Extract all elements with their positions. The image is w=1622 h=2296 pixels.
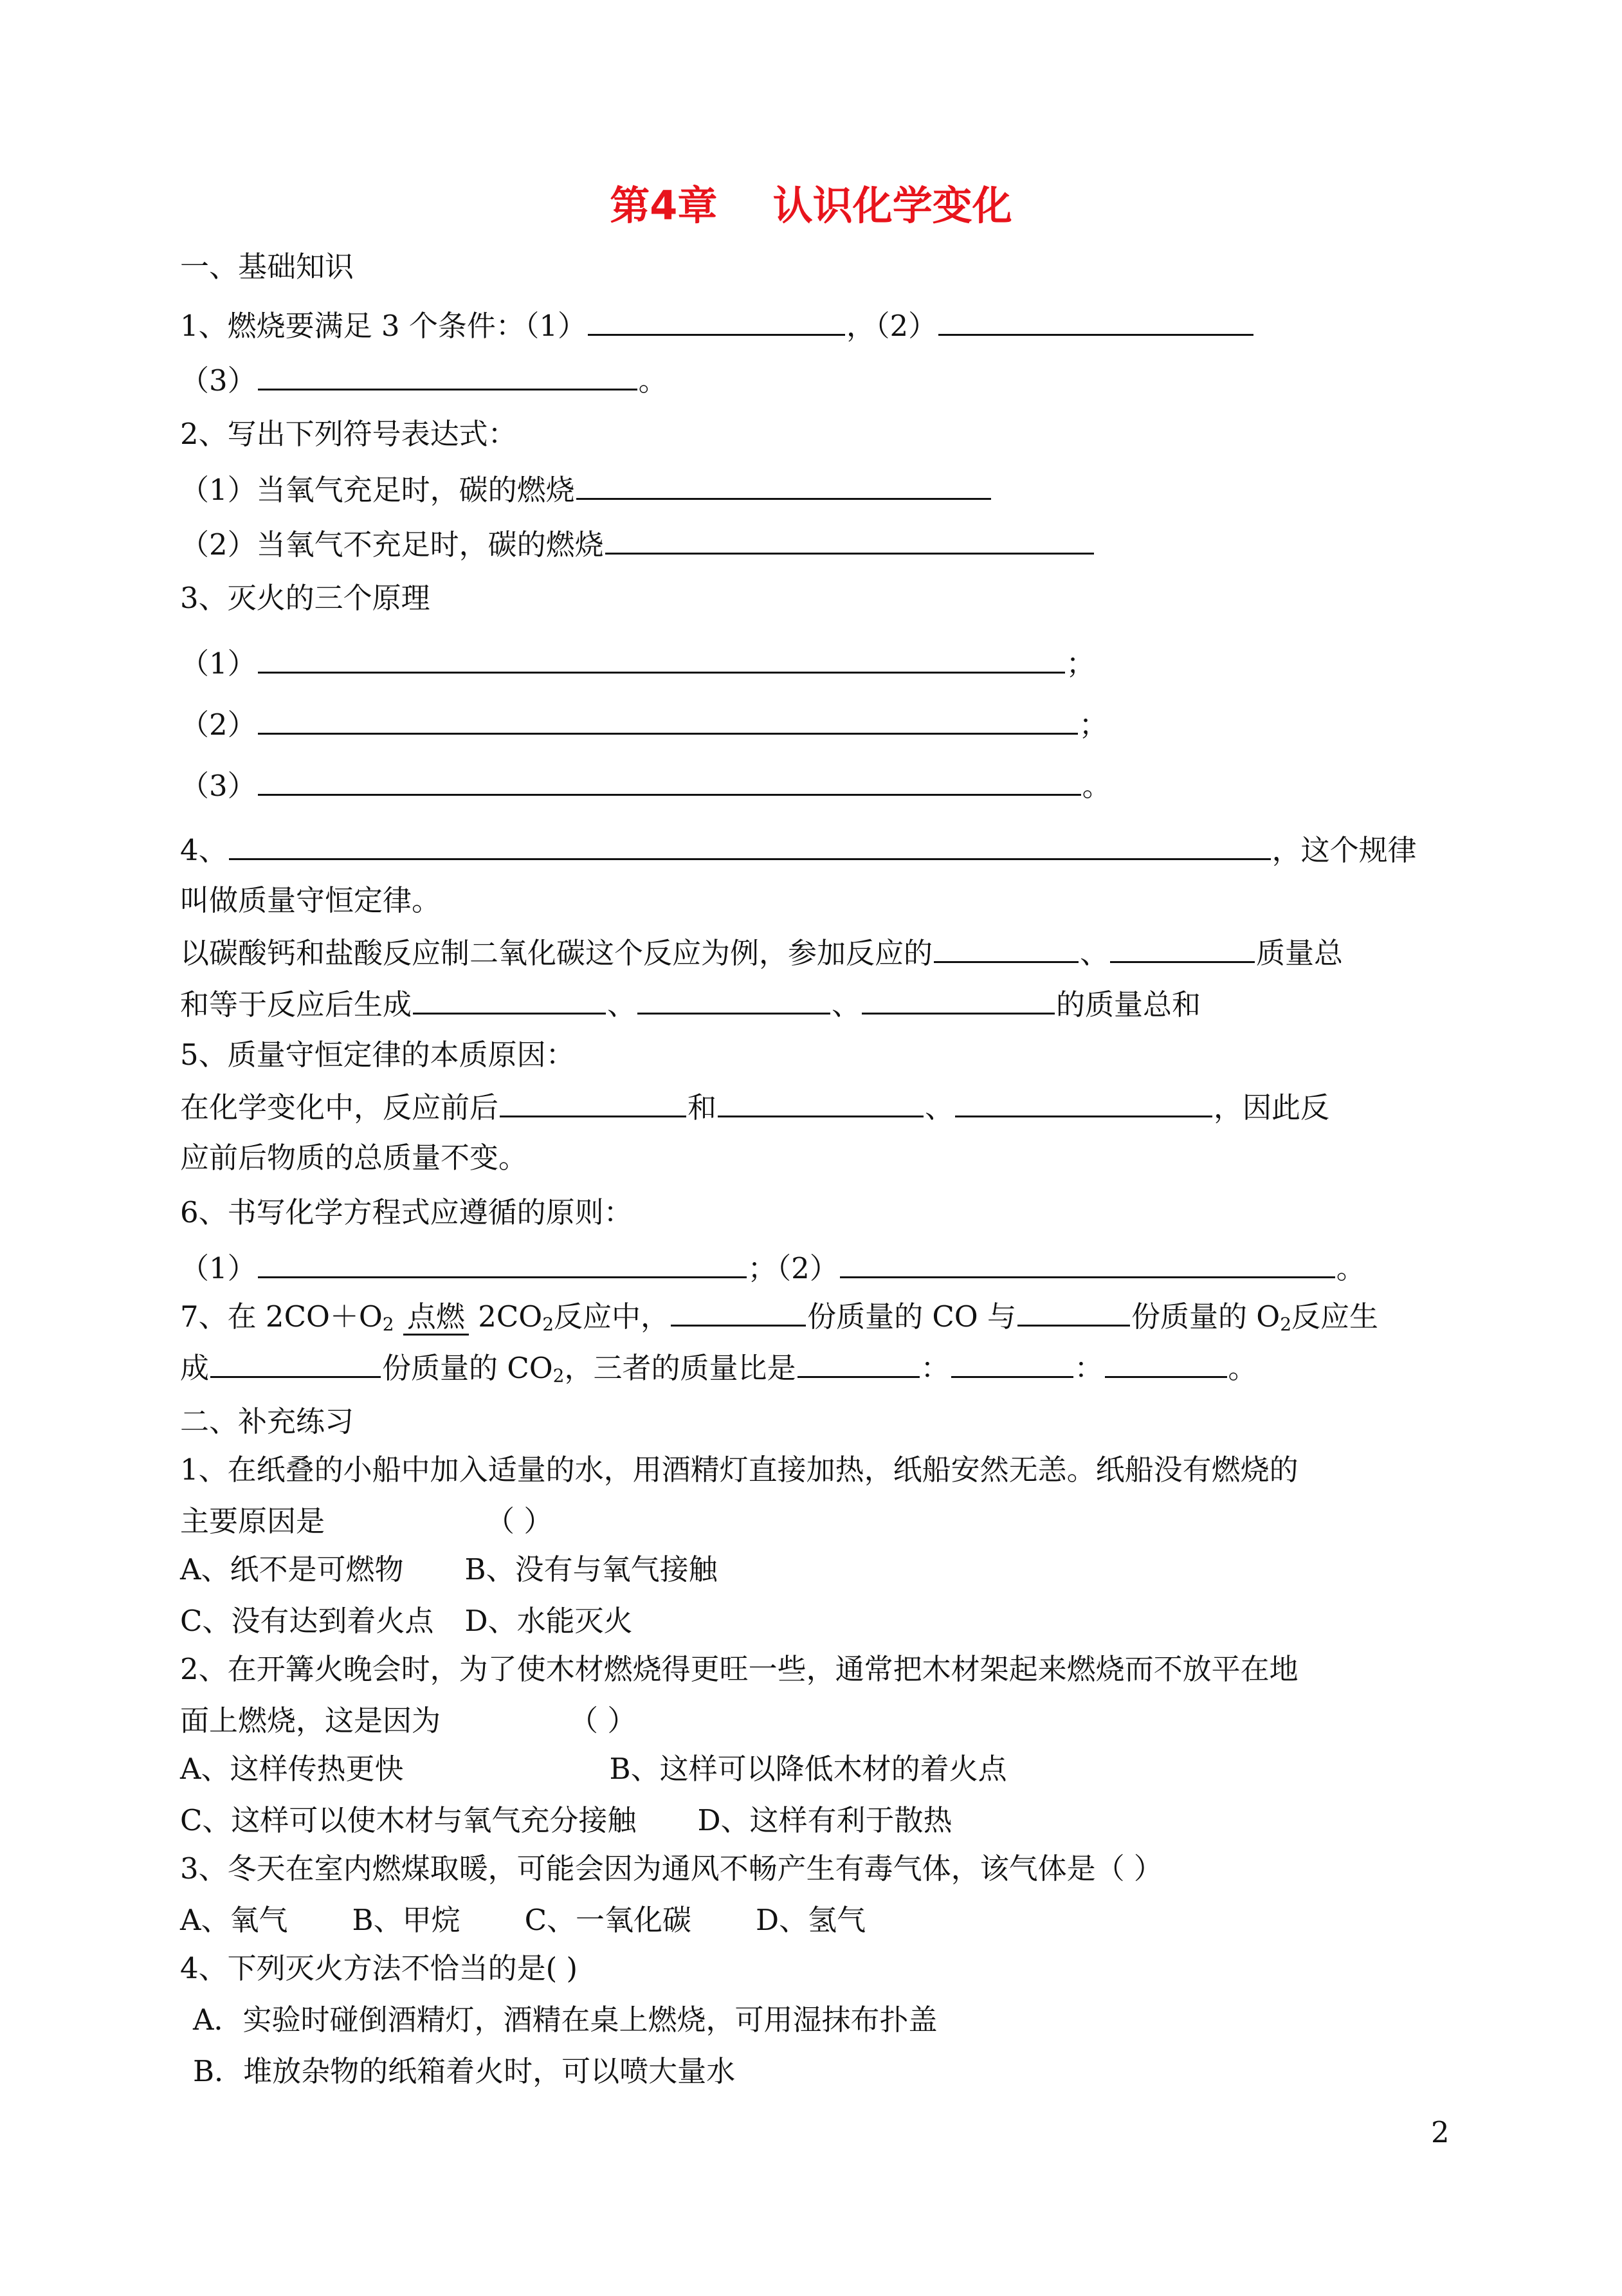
reaction-condition: 点燃	[403, 1300, 469, 1336]
question-4-line-2: 叫做质量守恒定律。	[180, 883, 441, 917]
answer-blank[interactable]	[258, 360, 637, 390]
answer-blank[interactable]	[588, 306, 845, 336]
page-title: 第4章 认识化学变化	[610, 182, 1012, 229]
page-number: 2	[1431, 2115, 1450, 2149]
practice-2-line-2: 面上燃烧，这是因为 （ ）	[180, 1704, 637, 1738]
practice-1-line-1: 1、在纸叠的小船中加入适量的水，用酒精灯直接加热，纸船安然无恙。纸船没有燃烧的	[180, 1453, 1299, 1487]
question-4-line-3: 以碳酸钙和盐酸反应制二氧化碳这个反应为例，参加反应的 、 质量总	[180, 933, 1343, 971]
question-6-line-1: （1） ；（2） 。	[180, 1248, 1365, 1287]
practice-4-option-a[interactable]: A．实验时碰倒酒精灯，酒精在桌上燃烧，可用湿抹布扑盖	[193, 2003, 938, 2037]
practice-1-options-ab	[180, 1550, 718, 1589]
option-b[interactable]: B、甲烷	[352, 1903, 460, 1937]
answer-blank[interactable]	[413, 984, 606, 1015]
question-2-line-2: （2）当氧气不充足时，碳的燃烧	[180, 524, 1095, 563]
option-b[interactable]: B、这样可以降低木材的着火点	[609, 1752, 1007, 1786]
question-2-heading: 2、写出下列符号表达式：	[180, 417, 517, 451]
practice-1-options-cd	[180, 1602, 633, 1640]
option-d[interactable]: D、这样有利于散热	[697, 1803, 952, 1837]
answer-blank[interactable]	[576, 470, 991, 500]
option-d[interactable]: D、水能灭火	[464, 1604, 633, 1638]
practice-2-options-cd	[180, 1801, 952, 1840]
option-a[interactable]: A、这样传热更快	[180, 1752, 404, 1786]
answer-paren[interactable]: （ ）	[486, 1504, 553, 1538]
practice-4-option-b[interactable]: B．堆放杂物的纸箱着火时，可以喷大量水	[193, 2054, 736, 2088]
answer-blank[interactable]	[500, 1087, 686, 1117]
question-4-line-4: 和等于反应后生成 、 、 的质量总和	[180, 984, 1201, 1023]
option-c[interactable]: C、一氧化碳	[524, 1903, 692, 1937]
answer-blank[interactable]	[934, 933, 1079, 963]
answer-blank[interactable]	[718, 1087, 924, 1117]
answer-blank[interactable]	[258, 704, 1078, 735]
answer-blank[interactable]	[797, 1348, 920, 1378]
question-5-heading: 5、质量守恒定律的本质原因：	[180, 1038, 575, 1072]
answer-blank[interactable]	[637, 984, 830, 1015]
question-3-heading: 3、灭火的三个原理	[180, 581, 430, 615]
practice-3-line-1: 3、冬天在室内燃煤取暖，可能会因为通风不畅产生有毒气体，该气体是（ ）	[180, 1851, 1163, 1886]
question-5-line-2: 应前后物质的总质量不变。	[180, 1141, 528, 1175]
question-7-line-2: 成 份质量的 $CO_2$，三者的质量比是 ： ： 。	[180, 1348, 1257, 1386]
option-d[interactable]: D、氢气	[756, 1903, 866, 1937]
answer-blank[interactable]	[840, 1248, 1335, 1278]
practice-2-line-1: 2、在开篝火晚会时，为了使木材燃烧得更旺一些，通常把木材架起来燃烧而不放平在地	[180, 1652, 1299, 1686]
question-6-heading: 6、书写化学方程式应遵循的原则：	[180, 1195, 633, 1229]
option-b[interactable]: B、没有与氧气接触	[464, 1552, 718, 1586]
answer-paren[interactable]: （ ）	[569, 1704, 637, 1738]
question-5-line-1: 在化学变化中，反应前后 和 、 ，因此反	[180, 1087, 1329, 1126]
section-heading-practice: 二、补充练习	[180, 1404, 354, 1438]
option-a[interactable]: A、氧气	[180, 1903, 288, 1937]
section-heading-basics: 一、基础知识	[180, 250, 354, 284]
answer-blank[interactable]	[951, 1348, 1073, 1378]
answer-blank[interactable]	[938, 306, 1253, 336]
question-4-line-1: 4、 ，这个规律	[180, 830, 1417, 868]
answer-blank[interactable]	[1105, 1348, 1227, 1378]
answer-blank[interactable]	[258, 1248, 747, 1278]
answer-blank[interactable]	[862, 984, 1055, 1015]
practice-1-line-2: 主要原因是 （ ）	[180, 1504, 553, 1538]
question-3-line-3: （3） 。	[180, 766, 1111, 804]
option-c[interactable]: C、没有达到着火点	[180, 1604, 434, 1638]
question-7-line-1: 7、在 $2CO+O_2$ 点燃 $2CO_2$反应中， 份质量的 CO 与 份质量的 $O_2$反应生	[180, 1296, 1378, 1335]
question-1-line-1: 1、燃烧要满足 3 个条件：（1） ，（2）	[180, 306, 1255, 344]
question-3-line-2: （2） ；	[180, 704, 1108, 743]
practice-4-line-1: 4、下列灭火方法不恰当的是( )	[180, 1951, 578, 1985]
question-3-line-1: （1） ；	[180, 643, 1095, 682]
answer-blank[interactable]	[229, 830, 1271, 860]
answer-blank[interactable]	[955, 1087, 1212, 1117]
answer-blank[interactable]	[258, 643, 1065, 674]
answer-blank[interactable]	[1110, 933, 1255, 963]
option-c[interactable]: C、这样可以使木材与氧气充分接触	[180, 1803, 637, 1837]
question-2-line-1: （1）当氧气充足时，碳的燃烧	[180, 470, 992, 508]
answer-blank[interactable]	[258, 766, 1081, 796]
answer-blank[interactable]	[671, 1296, 806, 1327]
answer-blank[interactable]	[210, 1348, 381, 1378]
question-1-line-2: （3） 。	[180, 360, 668, 399]
option-a[interactable]: A、纸不是可燃物	[180, 1552, 404, 1586]
answer-blank[interactable]	[1017, 1296, 1130, 1327]
practice-2-options-ab	[180, 1750, 1007, 1788]
answer-blank[interactable]	[605, 524, 1094, 555]
practice-3-options	[180, 1901, 866, 1940]
